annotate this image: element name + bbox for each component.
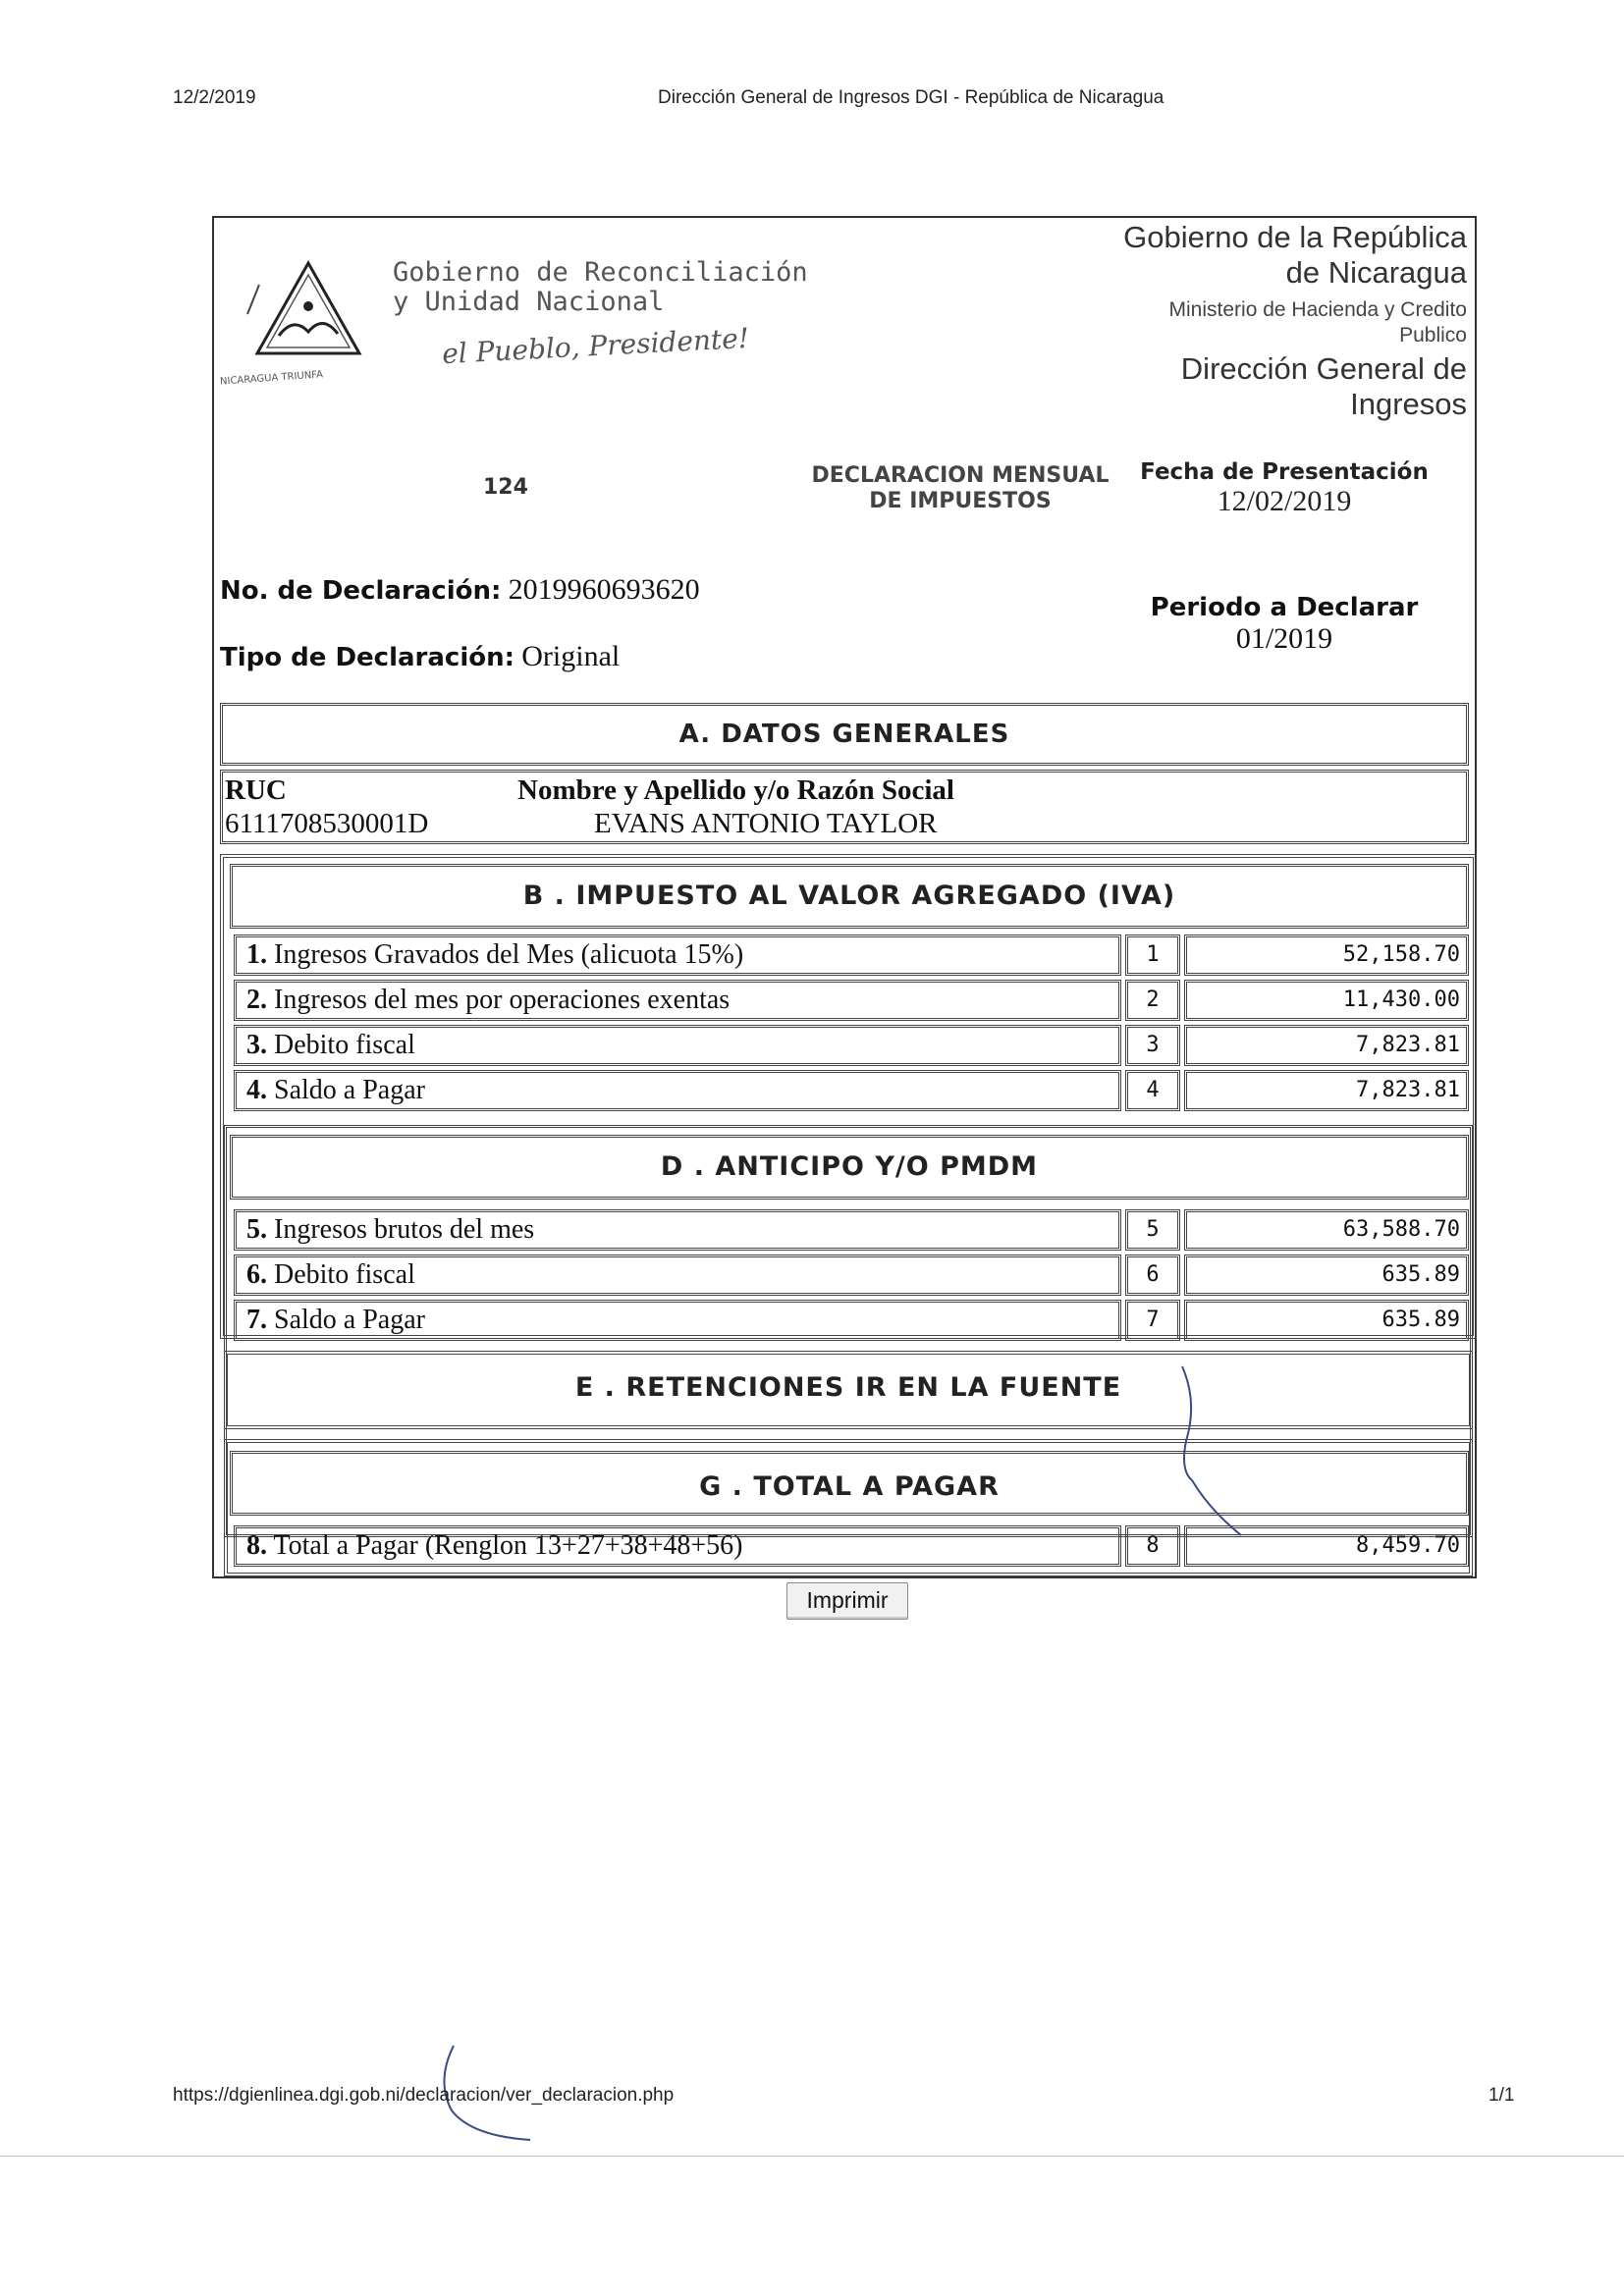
section-g-title: G . TOTAL A PAGAR [699, 1471, 1000, 1502]
section-a-title: A. DATOS GENERALES [678, 720, 1010, 749]
pen-mark-icon [1180, 1362, 1249, 1559]
tipo-value: Original [521, 640, 621, 672]
row-8-value: 8,459.70 [1184, 1525, 1469, 1567]
row-5-line: 5 [1125, 1209, 1180, 1251]
section-g-header [230, 1451, 1469, 1516]
section-e-frame [224, 1351, 1473, 1429]
declaration-document [212, 216, 1477, 1578]
logo-line2: y Unidad Nacional [393, 287, 665, 317]
dgi-line1: Dirección General de [1180, 351, 1467, 386]
row-2-text: Ingresos del mes por operaciones exentas [274, 985, 731, 1015]
section-e-title: E . RETENCIONES IR EN LA FUENTE [574, 1372, 1122, 1403]
handwritten-slogan: el Pueblo, Presidente! [441, 321, 750, 371]
row-4-num: 4. [246, 1075, 267, 1105]
name-label: Nombre y Apellido y/o Razón Social [517, 774, 954, 806]
row-1-text: Ingresos Gravados del Mes (alicuota 15%) [274, 939, 744, 970]
section-a-header [220, 703, 1469, 766]
row-2-label [234, 980, 1121, 1021]
row-2-value: 11,430.00 [1184, 980, 1469, 1021]
tipo-declaracion [220, 640, 620, 673]
ruc-value: 6111708530001D [225, 808, 429, 839]
row-1-num: 1. [246, 939, 267, 970]
section-a-datos [220, 770, 1469, 844]
row-8-label [234, 1525, 1121, 1567]
tipo-label: Tipo de Declaración: [220, 643, 515, 672]
row-1-label [234, 934, 1121, 976]
row-7-line: 7 [1125, 1300, 1180, 1341]
row-1-value: 52,158.70 [1184, 934, 1469, 976]
row-8-line: 8 [1125, 1525, 1180, 1567]
scan-divider [0, 2156, 1624, 2157]
dgi-line2: Ingresos [1350, 387, 1467, 421]
section-d-title: D . ANTICIPO Y/O PMDM [660, 1151, 1039, 1182]
row-2-num: 2. [246, 985, 267, 1015]
row-5-num: 5. [246, 1214, 267, 1245]
periodo-value: 01/2019 [1235, 622, 1333, 655]
row-5-value: 63,588.70 [1184, 1209, 1469, 1251]
row-3-line: 3 [1125, 1025, 1180, 1066]
section-b-header [230, 864, 1469, 929]
row-4-text: Saldo a Pagar [274, 1075, 425, 1105]
row-4-label [234, 1070, 1121, 1111]
periodo-label: Periodo a Declarar [1150, 593, 1419, 622]
print-button[interactable]: Imprimir [786, 1582, 908, 1620]
row-1-line: 1 [1125, 934, 1180, 976]
row-3-label [234, 1025, 1121, 1066]
row-6-text: Debito fiscal [274, 1259, 415, 1290]
row-7-text: Saldo a Pagar [274, 1305, 425, 1335]
row-7-value: 635.89 [1184, 1300, 1469, 1341]
logo-line1: Gobierno de Reconciliación [393, 257, 808, 288]
name-value: EVANS ANTONIO TAYLOR [594, 808, 938, 839]
row-7-label [234, 1300, 1121, 1341]
row-4-line: 4 [1125, 1070, 1180, 1111]
fecha-value: 12/02/2019 [1217, 485, 1352, 517]
form-title-line2: DE IMPUESTOS [869, 489, 1052, 513]
page-number: 1/1 [1489, 2085, 1515, 2106]
row-3-num: 3. [246, 1030, 267, 1060]
nicaragua-emblem-icon [240, 255, 377, 383]
section-b-title: B . IMPUESTO AL VALOR AGREGADO (IVA) [522, 881, 1176, 911]
ministry-line2: Publico [1399, 324, 1467, 347]
row-6-label [234, 1255, 1121, 1296]
form-title-line1: DECLARACION MENSUAL [811, 463, 1110, 488]
row-4-value: 7,823.81 [1184, 1070, 1469, 1111]
row-8-text: Total a Pagar (Renglon 13+27+38+48+56) [273, 1530, 743, 1561]
print-date: 12/2/2019 [173, 87, 256, 108]
page-url: https://dgienlinea.dgi.gob.ni/declaracion/ver_declaracion.php [173, 2085, 675, 2106]
page-title: Dirección General de Ingresos DGI - República de Nicaragua [658, 87, 1164, 108]
no-declaracion [220, 573, 700, 607]
gov-title-line1: Gobierno de la República [1123, 220, 1467, 254]
row-8-num: 8. [246, 1530, 267, 1561]
form-code: 124 [483, 475, 528, 500]
row-3-text: Debito fiscal [274, 1030, 415, 1060]
fecha-label: Fecha de Presentación [1140, 459, 1429, 485]
row-7-num: 7. [246, 1305, 267, 1335]
row-5-label [234, 1209, 1121, 1251]
section-d-header [230, 1135, 1469, 1200]
gov-title-line2: de Nicaragua [1285, 255, 1467, 290]
row-3-value: 7,823.81 [1184, 1025, 1469, 1066]
row-6-value: 635.89 [1184, 1255, 1469, 1296]
ruc-label: RUC [225, 774, 287, 806]
ministry-line1: Ministerio de Hacienda y Credito [1168, 298, 1467, 321]
no-declaracion-label: No. de Declaración: [220, 576, 502, 606]
row-2-line: 2 [1125, 980, 1180, 1021]
no-declaracion-value: 2019960693620 [508, 573, 700, 606]
row-6-num: 6. [246, 1259, 267, 1290]
row-5-text: Ingresos brutos del mes [274, 1214, 535, 1245]
row-6-line: 6 [1125, 1255, 1180, 1296]
seal-text: NICARAGUA TRIUNFA [219, 369, 324, 388]
